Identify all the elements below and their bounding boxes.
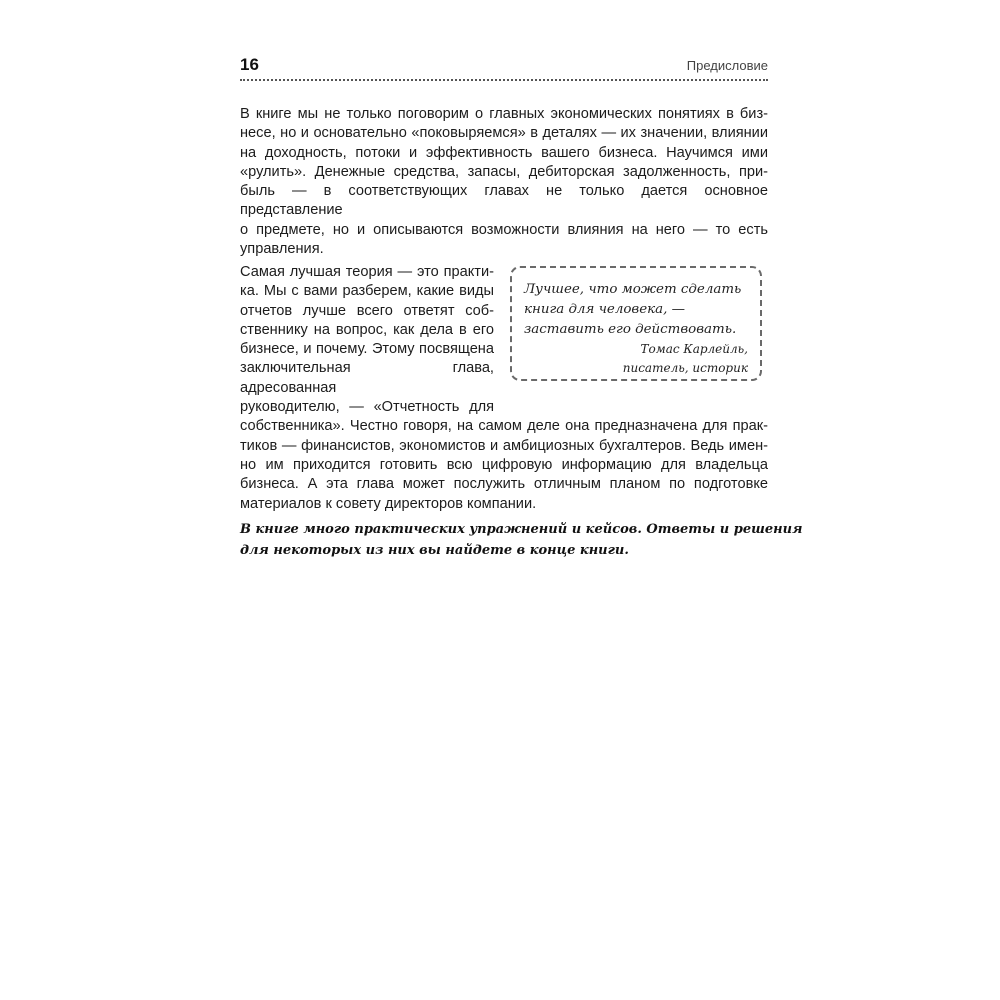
quote-line: заставить его действовать. xyxy=(524,322,737,337)
text-line: управления. xyxy=(240,241,324,258)
quote-text xyxy=(524,280,741,340)
text-line: на доходность, потоки и эффективность вашего бизнеса. Научимся ими xyxy=(240,144,768,161)
text-line: отчетов лучше всего ответят соб- xyxy=(240,302,494,319)
text-line: бизнеса. А эта глава может послужить отличным планом по подготовке xyxy=(240,476,768,493)
text-line: несе, но и основательно «поковыряемся» в деталях — их значении, влиянии xyxy=(240,125,768,142)
text-line: материалов к совету директоров компании. xyxy=(240,495,537,512)
text-line: собственника». Честно говоря, на самом деле она предназначена для прак- xyxy=(240,418,768,435)
text-line: ка. Мы с вами разберем, какие виды xyxy=(240,283,494,300)
text-line: быль — в соответствующих главах не только дается основное представление xyxy=(240,183,768,219)
running-head: Предисловие xyxy=(686,58,768,73)
quote-author xyxy=(623,340,748,378)
quote-line: книга для человека, — xyxy=(524,302,686,317)
text-line: руководителю, — «Отчетность для xyxy=(240,399,494,416)
text-line: «рулить». Денежные средства, запасы, дебиторская задолженность, при- xyxy=(240,163,768,180)
quote-author-title: писатель, историк xyxy=(622,361,748,375)
text-line: ственнику на вопрос, как дела в его xyxy=(240,321,494,338)
text-line: о предмете, но и описываются возможности влияния на него — то есть xyxy=(240,221,768,238)
note-line: для некоторых из них вы найдете в конце книги. xyxy=(240,543,629,558)
text-line: Самая лучшая теория — это практи- xyxy=(240,264,494,280)
text-line: заключительная глава, адресованная xyxy=(240,360,494,396)
note-line: В книге много практических упражнений и кейсов. Ответы и решения xyxy=(240,522,803,537)
text-line: но им приходится готовить всю цифровую информацию для владельца xyxy=(240,456,768,473)
text-line: тиков — финансистов, экономистов и амбициозных бухгалтеров. Ведь имен- xyxy=(240,437,768,454)
text-line: В книге мы не только поговорим о главных экономических понятиях в биз- xyxy=(240,106,768,122)
quote-line: Лучшее, что может сделать xyxy=(524,282,742,297)
quote-author-name: Томас Карлейль, xyxy=(640,342,748,356)
intro-paragraph xyxy=(240,105,768,259)
exercises-note xyxy=(240,519,803,561)
page-header xyxy=(240,55,768,81)
page-number: 16 xyxy=(240,55,259,74)
quote-box xyxy=(510,266,762,381)
text-line: бизнесе, и почему. Этому посвящена xyxy=(240,341,494,358)
